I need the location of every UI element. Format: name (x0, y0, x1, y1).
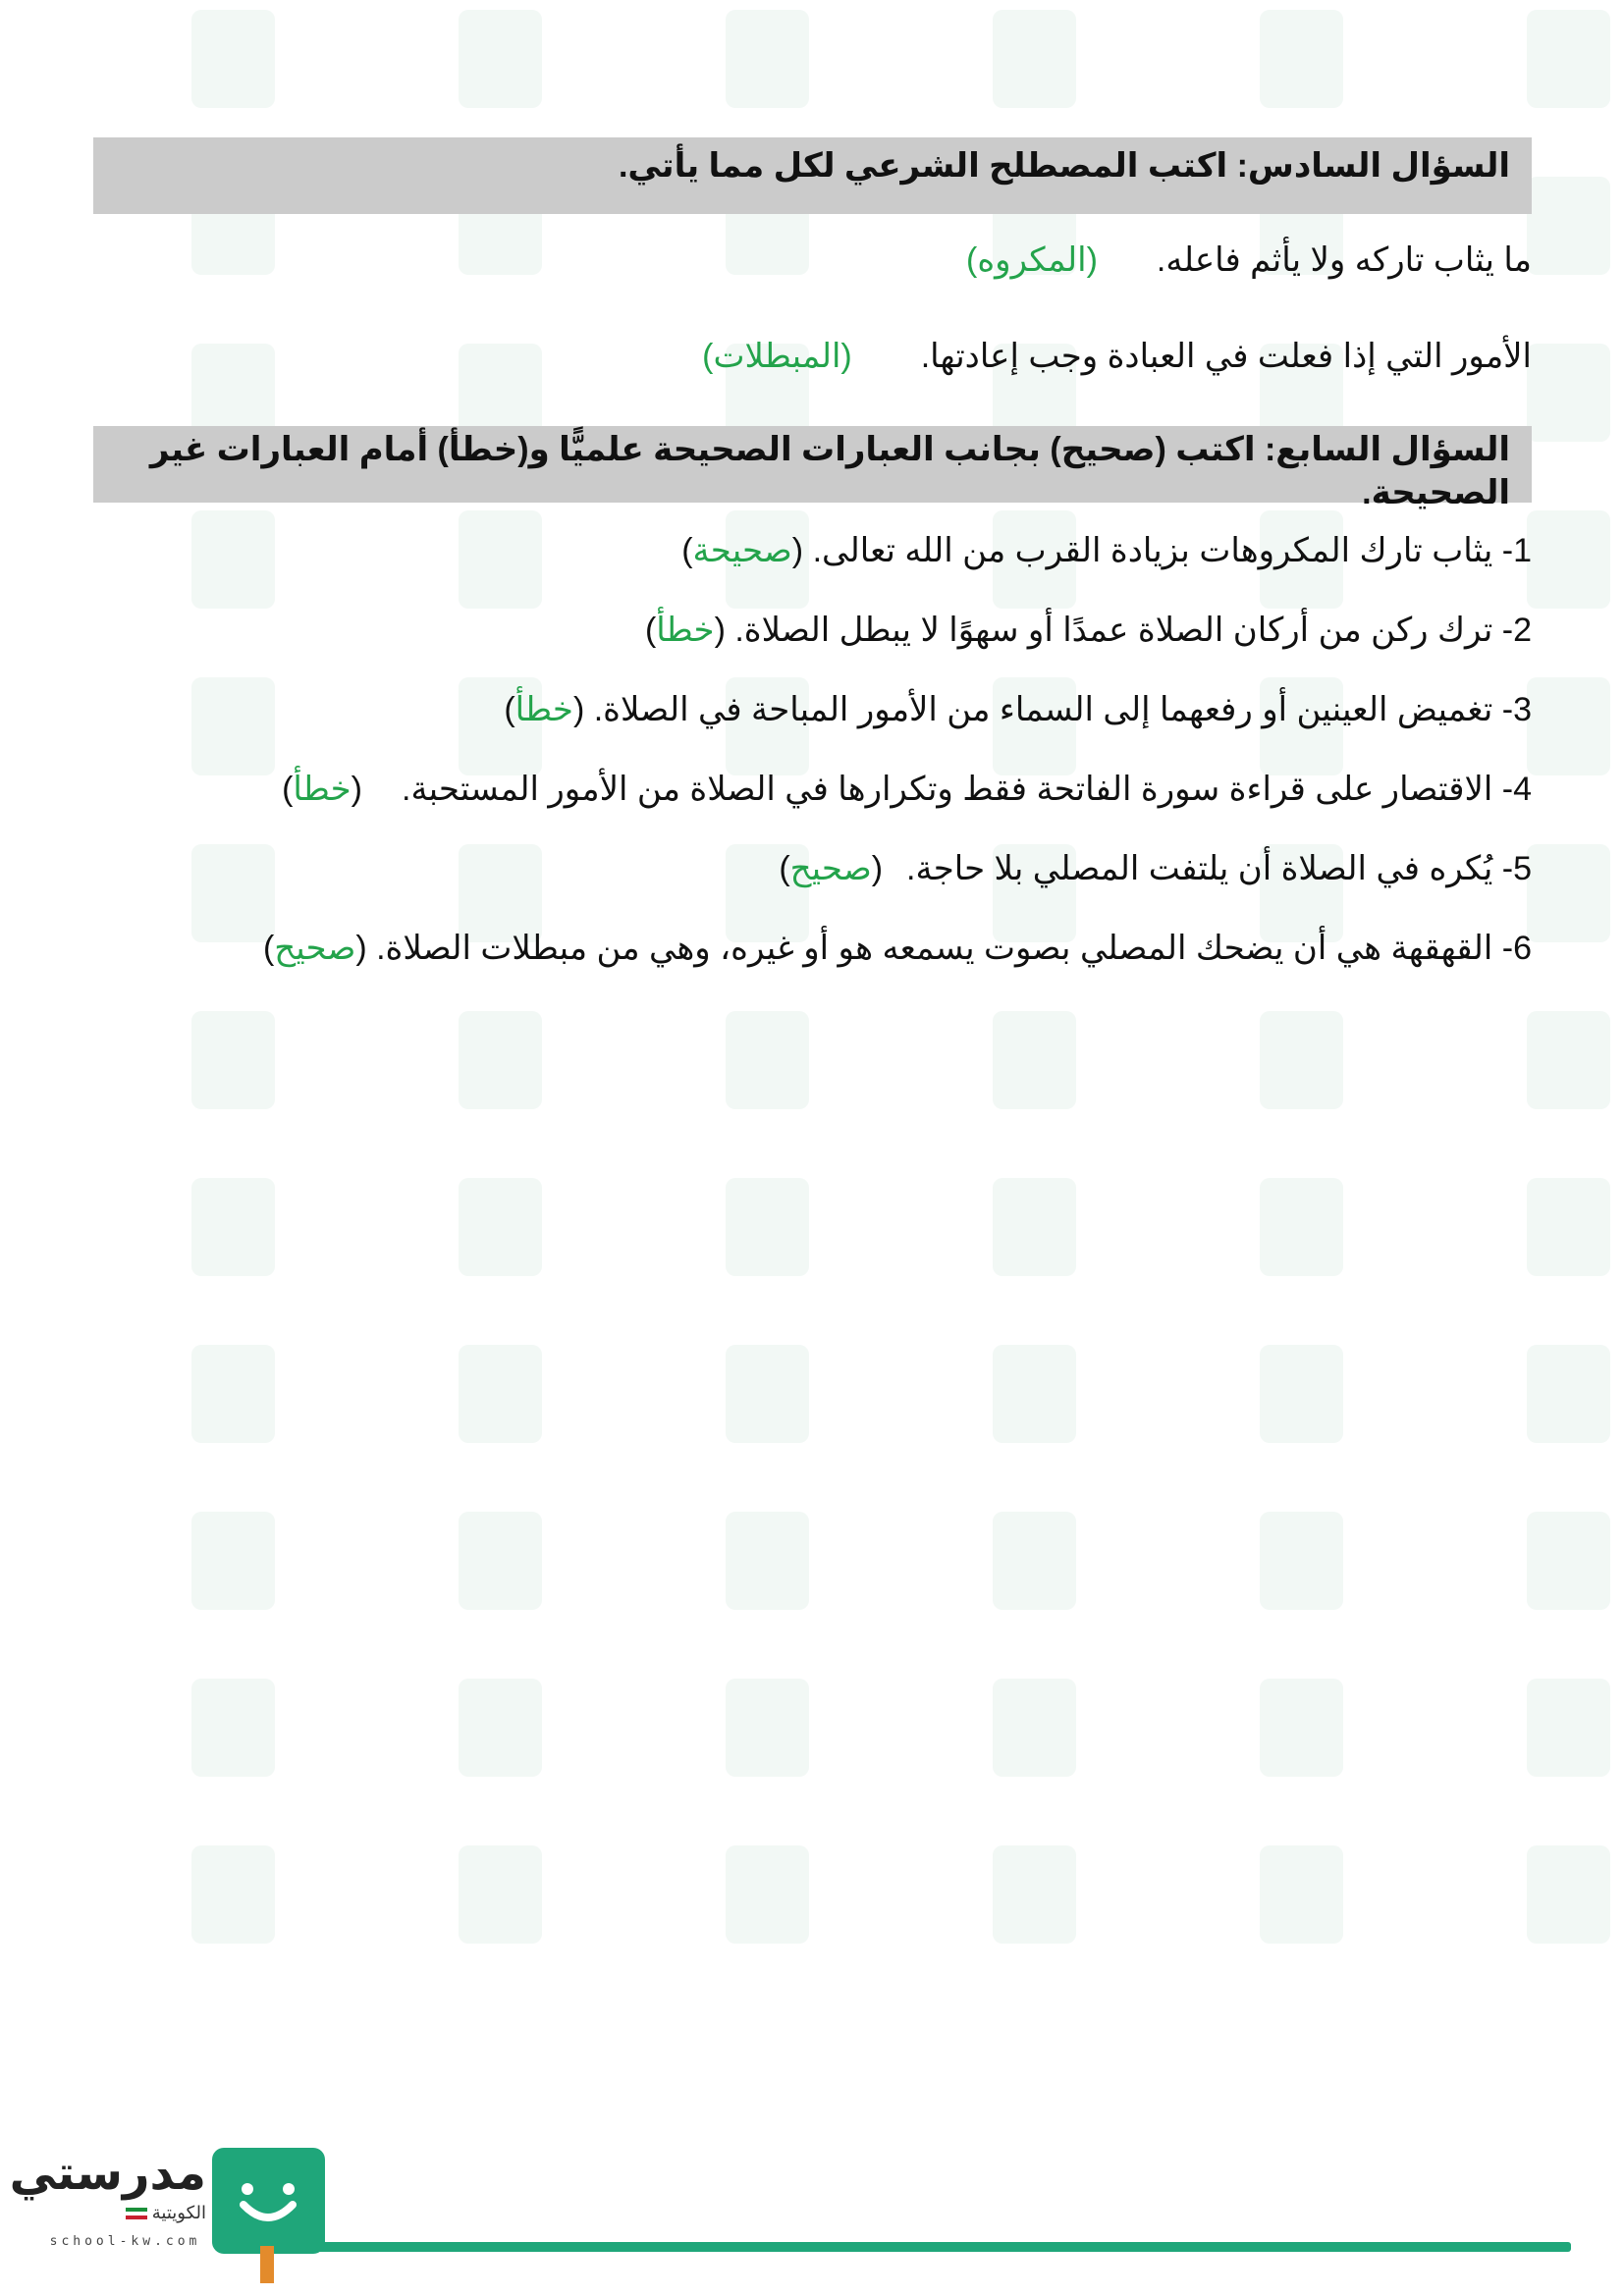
q6-item-1-answer: (المكروه) (966, 241, 1098, 279)
q7-item-4-close: ) (282, 771, 294, 808)
q7-item-4-text: الاقتصار على قراءة سورة الفاتحة فقط وتكرارها في الصلاة من الأمور المستحبة. (402, 771, 1493, 808)
q7-item-2-num: 2- (1501, 612, 1532, 649)
q6-item-1-text: ما يثاب تاركه ولا يأثم فاعله. (1156, 241, 1532, 279)
q6-item-1 (966, 236, 1532, 285)
brand-url: school-kw.com (49, 2234, 201, 2249)
q7-item-2-open: ( (714, 612, 726, 649)
q6-item-2-answer: (المبطلات) (702, 338, 852, 375)
q7-item-4-num: 4- (1501, 771, 1532, 808)
q7-item-6-close: ) (262, 930, 275, 967)
q7-item-5-num: 5- (1501, 850, 1532, 887)
brand-subtitle-text: الكويتية (151, 2203, 206, 2222)
flag-icon (126, 2208, 147, 2219)
q6-item-2-text: الأمور التي إذا فعلت في العبادة وجب إعادتها. (920, 338, 1532, 375)
q7-item-3-answer: خطأ (514, 691, 573, 728)
q7-item-5 (779, 844, 1532, 893)
q7-item-5-open: ( (871, 850, 884, 887)
q7-item-2-text: ترك ركن من أركان الصلاة عمدًا أو سهوًا لا يبطل الصلاة. (734, 612, 1493, 649)
q7-item-5-close: ) (779, 850, 790, 887)
q7-item-3-close: ) (504, 691, 515, 728)
smile-icon (234, 2179, 302, 2228)
q7-item-4 (282, 765, 1532, 814)
q7-item-4-answer: خطأ (293, 771, 352, 808)
q7-item-1 (681, 526, 1532, 575)
brand-name: مدرستي (9, 2146, 206, 2201)
q7-item-4-open: ( (351, 771, 362, 808)
q7-item-5-text: يُكره في الصلاة أن يلتفت المصلي بلا حاجة. (906, 850, 1493, 887)
q7-item-6-num: 6- (1501, 930, 1532, 967)
q7-item-2-answer: خطأ (656, 612, 715, 649)
q7-item-3-text: تغميض العينين أو رفعهما إلى السماء من الأمور المباحة في الصلاة. (593, 691, 1493, 728)
footer-rule (304, 2242, 1571, 2252)
brand-logo (9, 2140, 295, 2277)
q7-item-1-open: ( (791, 532, 804, 569)
q7-item-6-text: القهقهة هي أن يضحك المصلي بصوت يسمعه هو أو غيره، وهي من مبطلات الصلاة. (376, 930, 1493, 967)
question-7-title: السؤال السابع: اكتب (صحيح) بجانب العبارات الصحيحة علميًّا و(خطأ) أمام العبارات غير الصحيحة. (149, 431, 1510, 511)
q7-item-1-close: ) (681, 532, 693, 569)
question-6-title: السؤال السادس: اكتب المصطلح الشرعي لكل مما يأتي. (618, 147, 1510, 185)
q7-item-2-close: ) (644, 612, 657, 649)
q7-item-3-open: ( (572, 691, 585, 728)
question-6-header (93, 137, 1532, 214)
q7-item-1-num: 1- (1501, 532, 1532, 569)
q7-item-3-num: 3- (1501, 691, 1532, 728)
q7-item-6 (263, 924, 1532, 973)
q7-item-2 (645, 606, 1532, 655)
brand-subtitle (79, 2203, 206, 2223)
q6-item-2 (702, 332, 1532, 381)
q7-item-5-answer: صحيح (789, 850, 872, 887)
q7-item-1-text: يثاب تارك المكروهات بزيادة القرب من الله تعالى. (812, 532, 1493, 569)
q7-item-6-answer: صحيح (274, 930, 356, 967)
bookmark-icon (260, 2246, 274, 2283)
q7-item-1-answer: صحيحة (692, 532, 792, 569)
question-7-header (93, 426, 1532, 511)
q7-item-3 (504, 685, 1532, 734)
q7-item-6-open: ( (355, 930, 367, 967)
